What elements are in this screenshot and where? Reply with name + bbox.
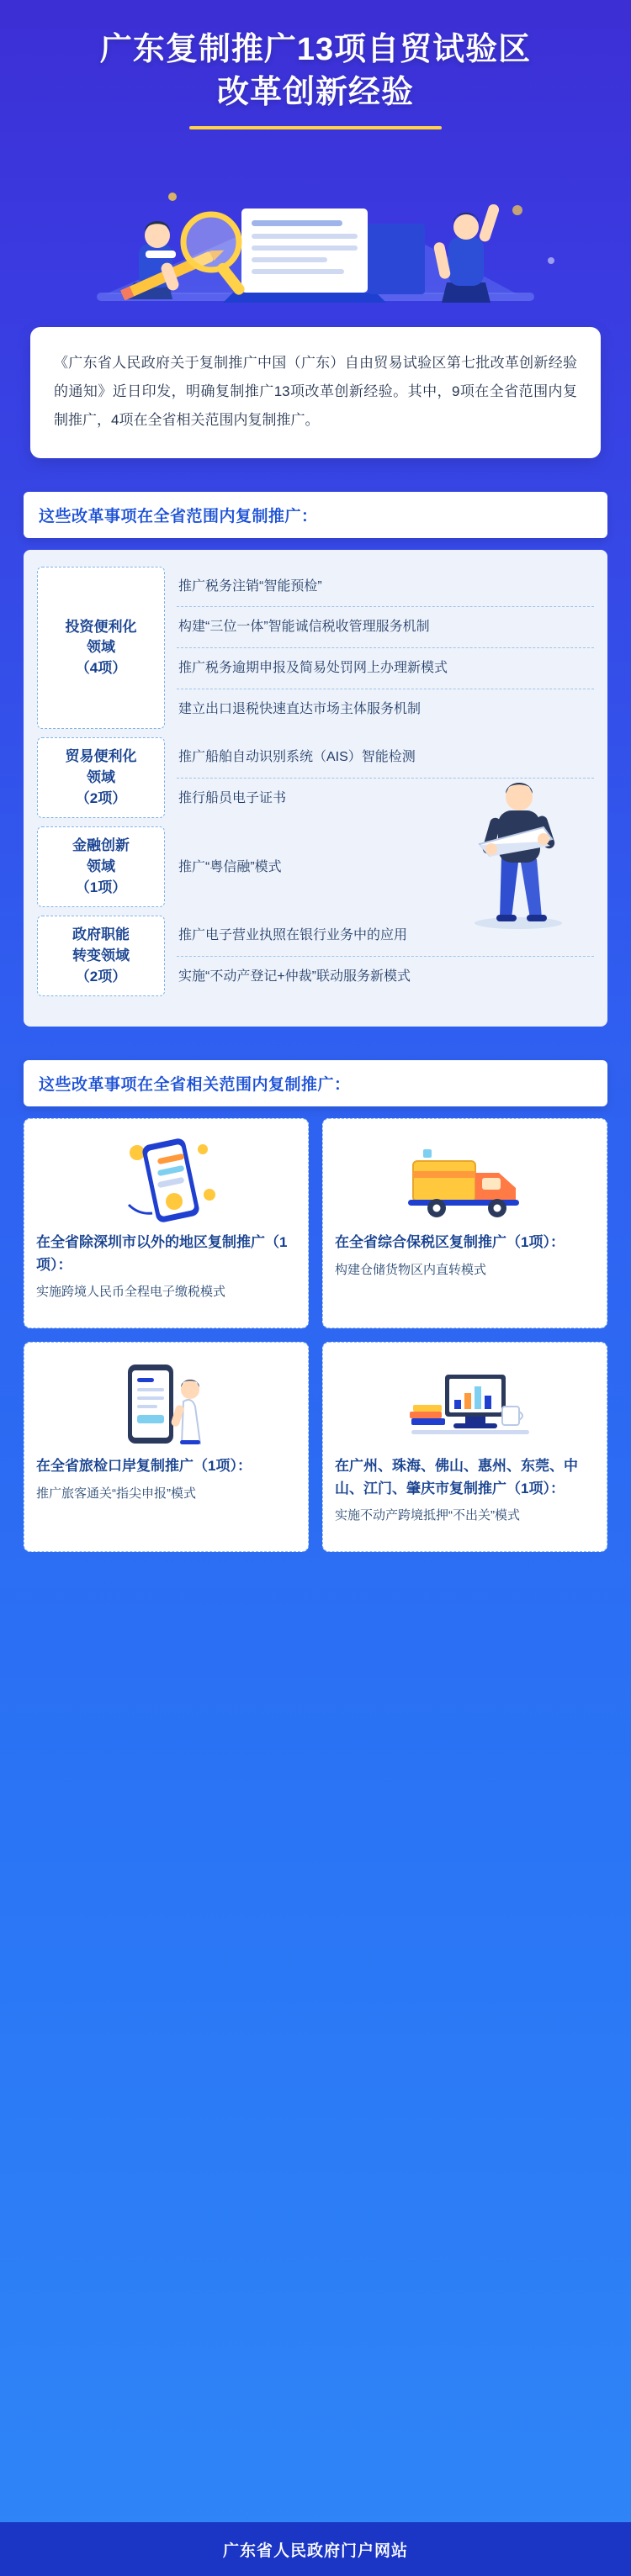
mini-card-title: 在全省除深圳市以外的地区复制推广（1项）： <box>36 1234 288 1273</box>
list-item: 推广税务逾期申报及简易处罚网上办理新模式 <box>177 648 594 689</box>
list-item: 建立出口退税快速直达市场主体服务机制 <box>178 701 422 716</box>
field-name-investment: 投资便利化 <box>65 618 137 635</box>
list-item: 推广税务注销“智能预检” <box>177 567 594 608</box>
list-item: 推广电子营业执照在银行业务中的应用 <box>177 916 594 957</box>
section-1-label: 这些改革事项在全省范围内复制推广： <box>39 507 318 525</box>
intro-card <box>30 327 601 458</box>
page-title <box>0 0 631 138</box>
mini-card <box>322 1342 607 1552</box>
field-tag-investment <box>37 567 165 729</box>
field-row-investment <box>37 567 594 729</box>
list-item: 推广“粤信融”模式 <box>178 859 282 874</box>
field-count-finance: （1项） <box>75 879 127 895</box>
section-1-panel <box>24 550 607 1027</box>
field-items-investment <box>165 567 594 729</box>
section-2-label: 这些改革事项在全省相关范围内复制推广： <box>39 1076 351 1095</box>
field-name2-trade: 领域 <box>87 768 115 785</box>
mini-card-title: 在全省旅检口岸复制推广（1项）： <box>36 1458 252 1475</box>
desk-analytics-icon <box>335 1356 595 1450</box>
field-items-government <box>165 916 594 996</box>
field-tag-government <box>37 916 165 996</box>
field-items-trade <box>165 737 594 818</box>
hero-illustration <box>0 143 631 324</box>
title-line-1: 广东复制推广13项自贸试验区 <box>99 32 532 67</box>
field-name-government: 政府职能 <box>72 926 130 943</box>
footer-bar <box>0 2522 631 2576</box>
field-row-government <box>37 916 594 996</box>
title-line-2: 改革创新经验 <box>216 74 414 110</box>
field-name2-investment: 领域 <box>87 639 115 656</box>
section-2-card-grid <box>24 1118 607 1552</box>
field-name2-finance: 领域 <box>87 858 115 875</box>
mini-card-title: 在全省综合保税区复制推广（1项）： <box>335 1234 565 1251</box>
mini-card-text: 推广旅客通关“指尖申报”模式 <box>36 1486 196 1501</box>
mini-card <box>24 1118 309 1328</box>
field-name-trade: 贸易便利化 <box>65 748 137 765</box>
field-tag-trade <box>37 737 165 818</box>
field-count-government: （2项） <box>75 968 127 984</box>
field-count-trade: （2项） <box>75 789 127 806</box>
list-item: 实施“不动产登记+仲裁”联动服务新模式 <box>178 969 411 984</box>
title-underline <box>189 126 442 129</box>
field-items-finance <box>165 826 594 907</box>
field-tag-finance <box>37 826 165 907</box>
mini-card-text: 实施不动产跨境抵押“不出关”模式 <box>335 1508 520 1523</box>
list-item: 构建“三位一体”智能诚信税收管理服务机制 <box>177 607 594 648</box>
field-row-trade <box>37 737 594 818</box>
section-1-header <box>24 492 607 538</box>
delivery-truck-icon <box>335 1132 595 1227</box>
intro-text: 《广东省人民政府关于复制推广中国（广东）自由贸易试验区第七批改革创新经验的通知》近日印发，明确复制推广13项改革创新经验。其中，9项在全省范围内复制推广，4项在全省相关范围内复制推广。 <box>54 354 577 428</box>
mini-card-text: 构建仓储货物区内直转模式 <box>335 1262 487 1277</box>
field-name2-government: 转变领域 <box>72 948 130 964</box>
mini-card <box>24 1342 309 1552</box>
mobile-checklist-icon <box>36 1356 296 1450</box>
mini-card-title: 在广州、珠海、佛山、惠州、东莞、中山、江门、肇庆市复制推广（1项）： <box>335 1458 578 1497</box>
mini-card <box>322 1118 607 1328</box>
bottom-spacer <box>0 1552 631 1633</box>
field-name-finance: 金融创新 <box>72 837 130 854</box>
section-2-header <box>24 1060 607 1106</box>
hero-graphic <box>46 143 585 319</box>
field-row-finance <box>37 826 594 907</box>
list-item: 推行船员电子证书 <box>178 790 287 805</box>
footer-label: 广东省人民政府门户网站 <box>222 2542 408 2560</box>
mobile-payment-icon <box>36 1132 296 1227</box>
mini-card-text: 实施跨境人民币全程电子缴税模式 <box>36 1285 226 1300</box>
list-item: 推广船舶自动识别系统（AIS）智能检测 <box>177 737 594 779</box>
field-count-investment: （4项） <box>75 659 127 676</box>
